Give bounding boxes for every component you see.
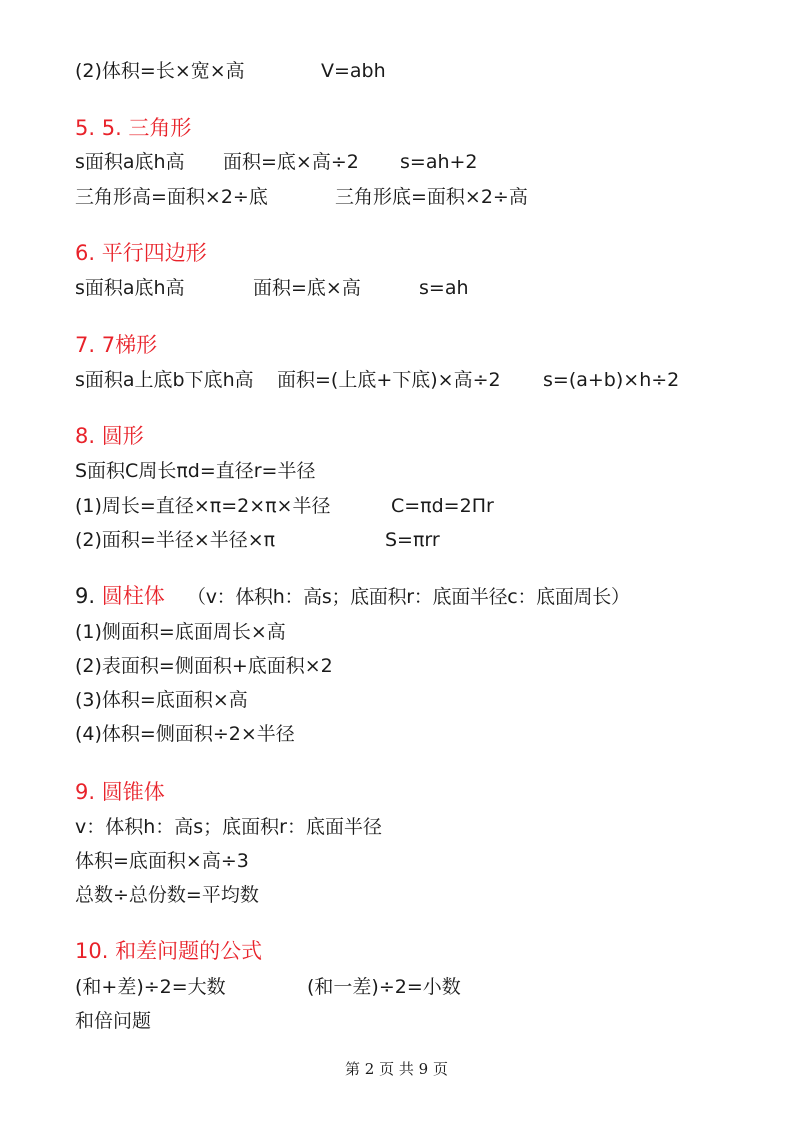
formula-text: C=πd=2Πr: [391, 495, 494, 517]
formula-text: 面积=底×高÷2: [223, 151, 359, 173]
formula-text: s面积a底h高: [75, 277, 185, 299]
heading-title: 圆柱体: [101, 584, 165, 608]
heading-number: 9.: [75, 584, 102, 608]
section-heading-parallelogram: 6. 平行四边形: [75, 241, 207, 265]
formula-text: 三角形底=面积×2÷高: [335, 186, 528, 208]
formula-text: (4)体积=侧面积÷2×半径: [75, 723, 295, 745]
formula-text: s=ah+2: [400, 151, 478, 173]
formula-text: 面积=(上底+下底)×高÷2: [277, 369, 501, 391]
formula-text: s面积a上底b下底h高: [75, 369, 254, 391]
page-number-footer: 第 2 页 共 9 页: [345, 1060, 448, 1078]
section-heading-circle: 8. 圆形: [75, 424, 144, 448]
section-heading-triangle: 5. 5. 三角形: [75, 116, 192, 140]
formula-text: V=abh: [321, 60, 386, 82]
formula-text: (2)表面积=侧面积+底面积×2: [75, 655, 333, 677]
formula-text: (2)体积=长×宽×高: [75, 60, 245, 82]
formula-text: (和一差)÷2=小数: [307, 976, 461, 998]
formula-text: 三角形高=面积×2÷底: [75, 186, 268, 208]
formula-text: v：体积h：高s；底面积r：底面半径: [75, 816, 382, 838]
formula-text: (1)侧面积=底面周长×高: [75, 621, 286, 643]
formula-text: (和+差)÷2=大数: [75, 976, 226, 998]
section-heading-cylinder: [75, 583, 630, 609]
formula-text: S面积C周长πd=直径r=半径: [75, 460, 316, 482]
section-heading-cone: 9. 圆锥体: [75, 780, 165, 804]
heading-note: （v：体积h：高s；底面积r：底面半径c：底面周长）: [187, 586, 630, 608]
formula-text: (2)面积=半径×半径×π: [75, 529, 276, 551]
section-heading-sum-difference: 10. 和差问题的公式: [75, 939, 263, 963]
formula-text: (3)体积=底面积×高: [75, 689, 248, 711]
formula-text: S=πrr: [385, 529, 440, 551]
formula-text: s=ah: [419, 277, 469, 299]
formula-text: s=(a+b)×h÷2: [543, 369, 680, 391]
formula-text: 面积=底×高: [253, 277, 361, 299]
formula-text: 总数÷总份数=平均数: [75, 884, 259, 906]
formula-text: 和倍问题: [75, 1010, 152, 1032]
formula-text: s面积a底h高: [75, 151, 185, 173]
formula-text: 体积=底面积×高÷3: [75, 850, 249, 872]
formula-text: (1)周长=直径×π=2×π×半径: [75, 495, 331, 517]
section-heading-trapezoid: 7. 7梯形: [75, 333, 158, 357]
